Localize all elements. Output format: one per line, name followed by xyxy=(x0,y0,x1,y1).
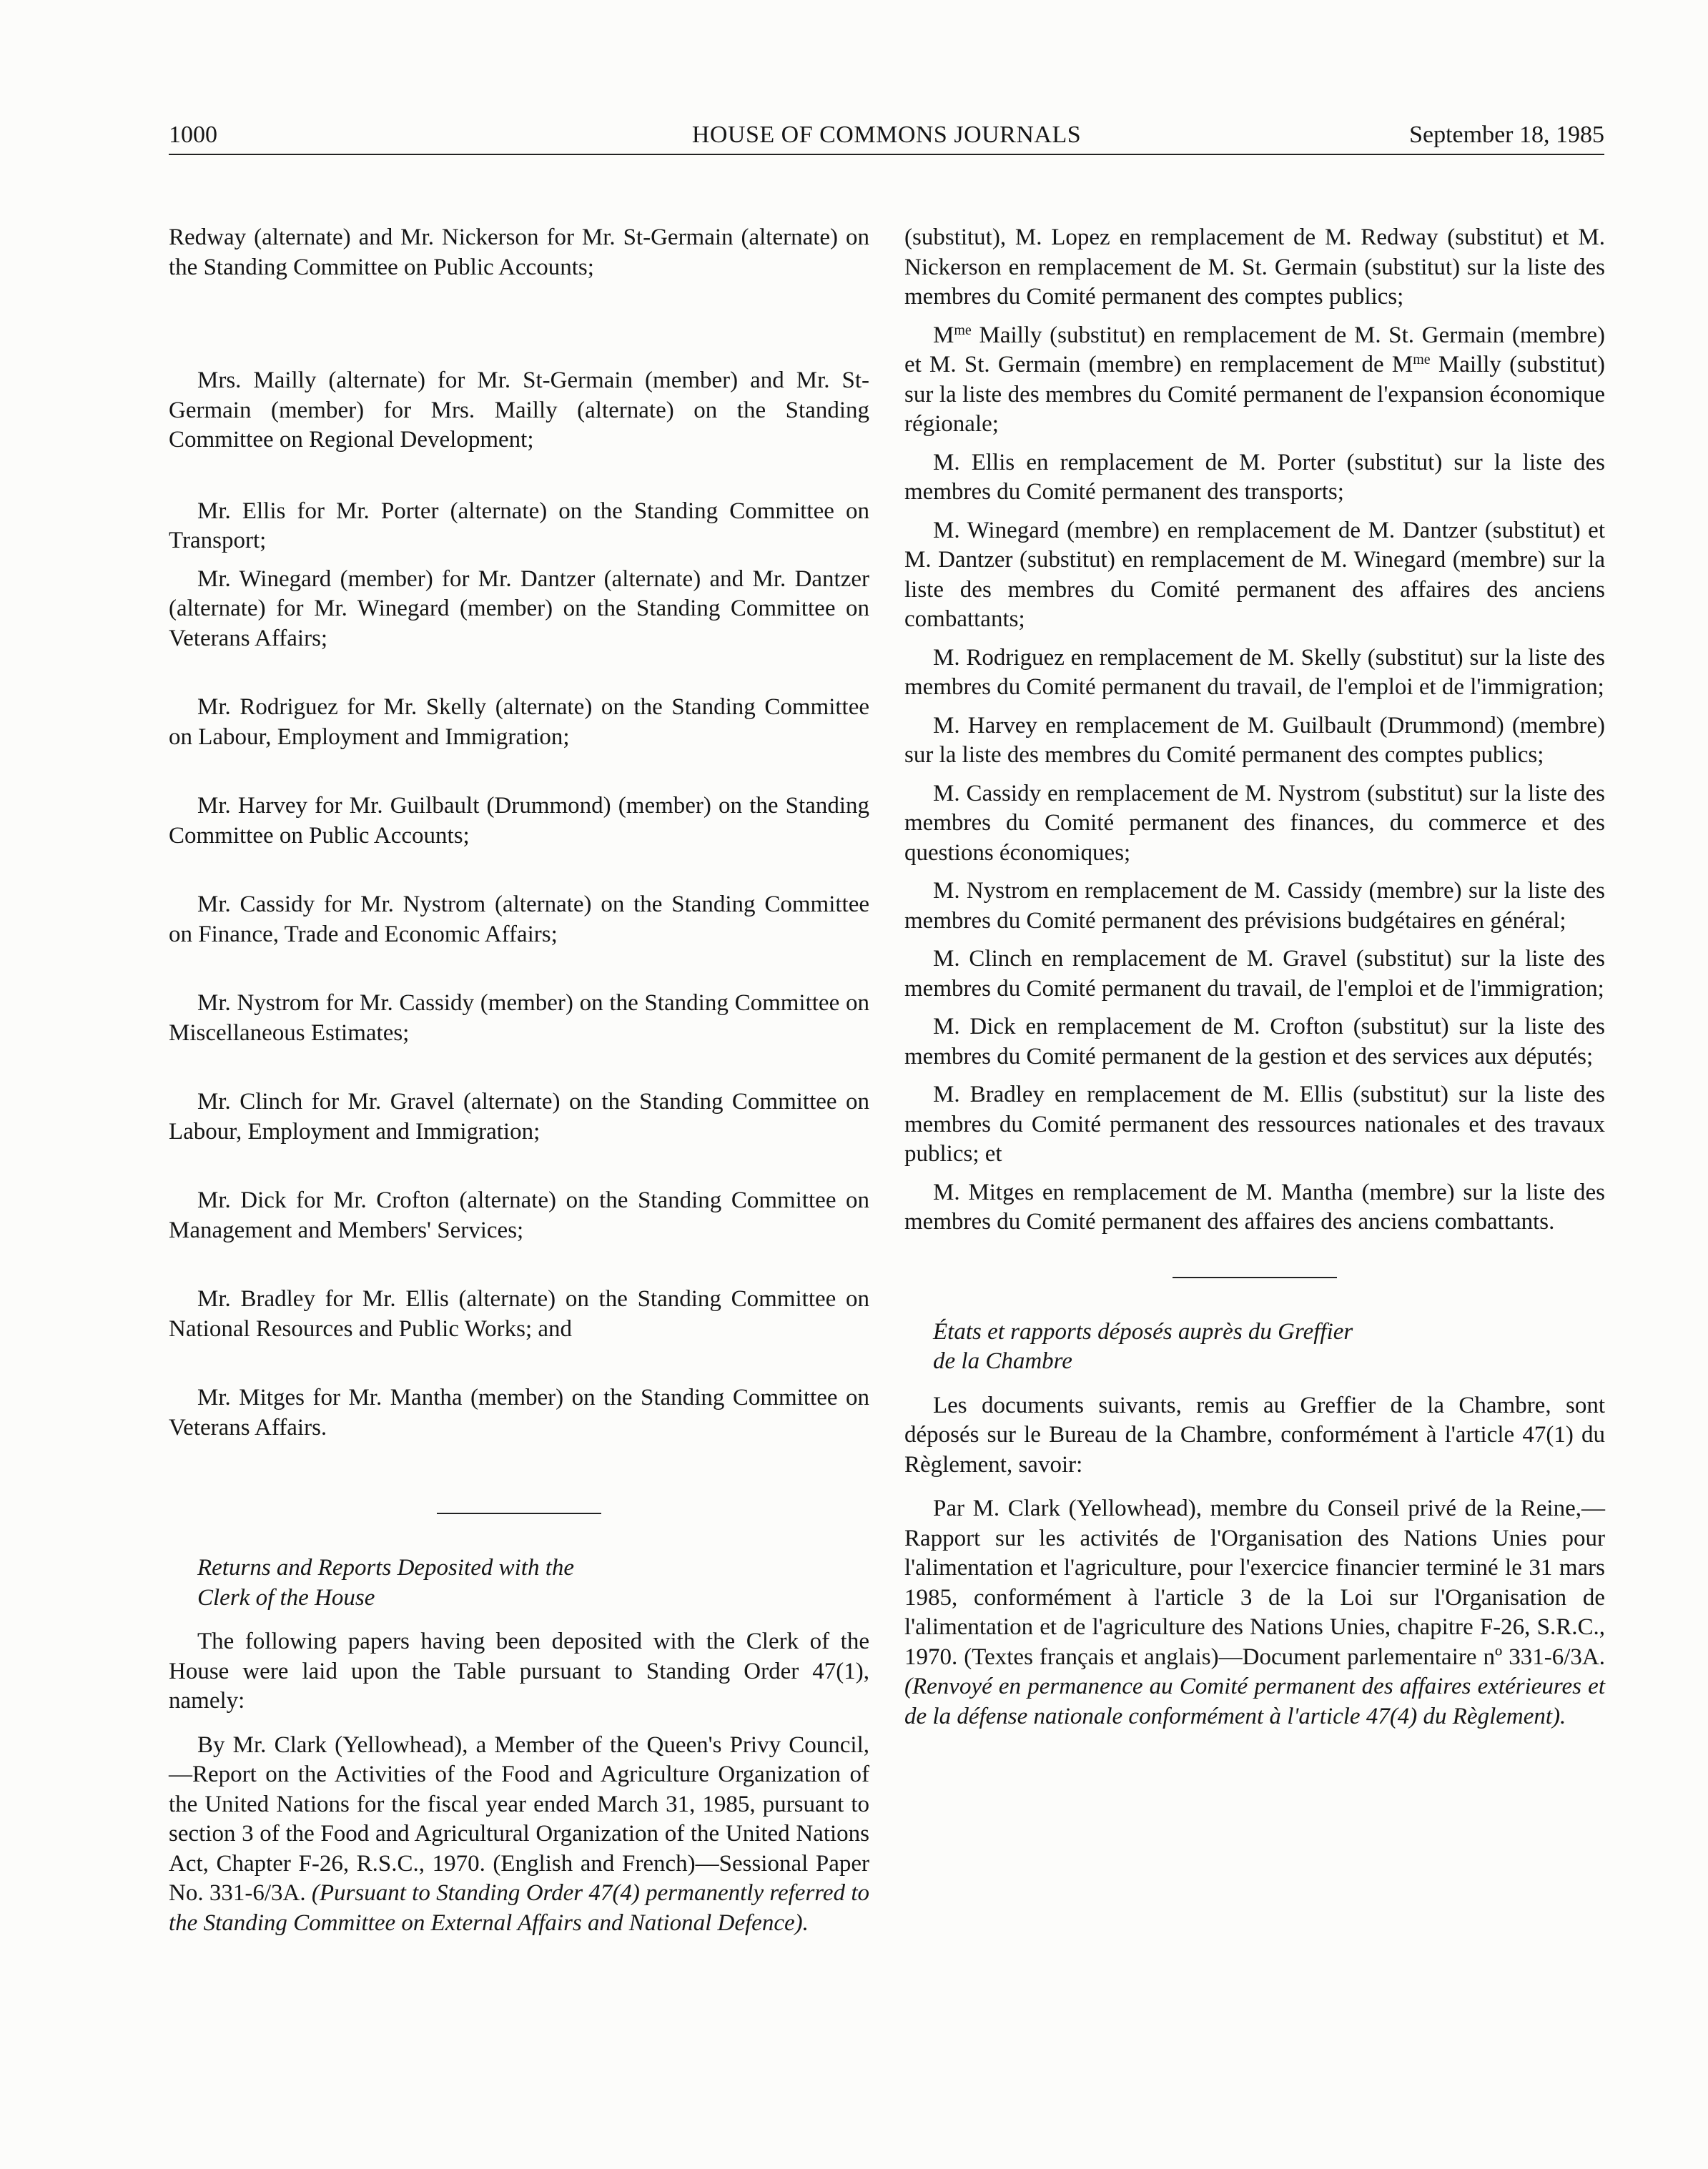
section-heading-line: Returns and Reports Deposited with the xyxy=(197,1555,575,1581)
en-paragraph: Mr. Winegard (member) for Mr. Dantzer (alternate) and Mr. Dantzer (alternate) for Mr. Winegard (member) on the Standing Committee on Veterans Affairs; xyxy=(169,565,869,651)
section-heading-line: Clerk of the House xyxy=(197,1584,375,1611)
fr-paragraph: M. Mitges en remplacement de M. Mantha (membre) sur la liste des membres du Comité permanent des affaires des anciens combattants. xyxy=(904,1179,1605,1235)
intro-paragraph: Les documents suivants, remis au Greffier de la Chambre, sont déposés sur le Bureau de la Chambre, conformément à l'article 47(1) du Règlement, savoir: xyxy=(904,1392,1605,1478)
intro-paragraph: The following papers having been deposited with the Clerk of the House were laid upon the Table pursuant to Standing Order 47(1), namely: xyxy=(169,1629,869,1714)
page-header xyxy=(169,122,1604,157)
en-paragraph: Mr. Bradley for Mr. Ellis (alternate) on the Standing Committee on National Resources and Public Works; and xyxy=(169,1286,869,1342)
journal-title: HOUSE OF COMMONS JOURNALS xyxy=(691,122,1082,148)
return-referral: (Renvoyé en permanence au Comité permanent des affaires extérieures et de la défense nationale conformément à l'article 47(4) du Règlement). xyxy=(904,1674,1605,1729)
fr-paragraph: M. Cassidy en remplacement de M. Nystrom (substitut) sur la liste des membres du Comité permanent des finances, du commerce et des questions économiques; xyxy=(904,780,1605,866)
en-paragraph: Redway (alternate) and Mr. Nickerson for Mr. St-Germain (alternate) on the Standing Committee on Public Accounts; xyxy=(169,224,869,280)
return-referral: (Pursuant to Standing Order 47(4) permanently referred to the Standing Committee on External Affairs and National Defence). xyxy=(169,1880,870,1936)
return-text: Par M. Clark (Yellowhead), membre du Conseil privé de la Reine,—Rapport sur les activités de l'Organisation des Nations Unies pour l'alimentation et l'agriculture, pour l'exercice financier terminé le 31 mars 1985, conformément à l'article 3 de la Loi sur l'Organisation de l'alimentation et de l'agriculture des Nations Unies, chapitre F-26, S.R.C., 1970. (Textes français et anglais)—Document parlementaire nº 331-6/3A. xyxy=(904,1496,1605,1670)
return-paragraph xyxy=(169,1731,869,1939)
fr-paragraph: (substitut), M. Lopez en remplacement de M. Redway (substitut) et M. Nickerson en remplacement de M. St. Germain (substitut) sur la liste des membres du Comité permanent des comptes publics; xyxy=(904,224,1605,310)
fr-paragraph: M. Rodriguez en remplacement de M. Skelly (substitut) sur la liste des membres du Comité permanent du travail, de l'emploi et de l'immigration; xyxy=(904,644,1605,700)
fr-paragraph: M. Ellis en remplacement de M. Porter (substitut) sur la liste des membres du Comité permanent des transports; xyxy=(904,449,1605,505)
section-heading-line: États et rapports déposés auprès du Greffier xyxy=(933,1318,1353,1345)
header-rule xyxy=(169,154,1604,155)
en-paragraph: Mr. Harvey for Mr. Guilbault (Drummond) (member) on the Standing Committee on Public Accounts; xyxy=(169,793,869,849)
superscript-me: me xyxy=(1413,352,1431,367)
superscript-me: me xyxy=(954,322,972,338)
page-number: 1000 xyxy=(169,122,217,148)
journal-date: September 18, 1985 xyxy=(1409,122,1604,148)
section-heading-line: de la Chambre xyxy=(933,1348,1072,1374)
en-paragraph: Mr. Cassidy for Mr. Nystrom (alternate) on the Standing Committee on Finance, Trade and Economic Affairs; xyxy=(169,891,869,947)
fr-paragraph: M. Harvey en remplacement de M. Guilbault (Drummond) (membre) sur la liste des membres du Comité permanent des comptes publics; xyxy=(904,712,1605,768)
en-paragraph: Mrs. Mailly (alternate) for Mr. St-Germain (member) and Mr. St-Germain (member) for Mrs. Mailly (alternate) on the Standing Committee on Regional Development; xyxy=(169,367,869,453)
fr-paragraph: M. Dick en remplacement de M. Crofton (substitut) sur la liste des membres du Comité permanent de la gestion et des services aux députés; xyxy=(904,1014,1605,1069)
fr-paragraph: M. Clinch en remplacement de M. Gravel (substitut) sur la liste des membres du Comité permanent du travail, de l'emploi et de l'immigration; xyxy=(904,946,1605,1002)
en-paragraph: Mr. Ellis for Mr. Porter (alternate) on the Standing Committee on Transport; xyxy=(169,498,869,553)
english-column xyxy=(169,223,869,1938)
return-text: By Mr. Clark (Yellowhead), a Member of the Queen's Privy Council,—Report on the Activities of the Food and Agriculture Organization of the United Nations for the fiscal year ended March 31, 1985, pursuant to section 3 of the Food and Agricultural Organization of the United Nations Act, Chapter F-26, R.S.C., 1970. (English and French)—Sessional Paper No. 331-6/3A. xyxy=(169,1731,869,1906)
en-paragraph: Mr. Rodriguez for Mr. Skelly (alternate) on the Standing Committee on Labour, Employment and Immigration; xyxy=(169,694,869,750)
return-paragraph xyxy=(904,1494,1605,1731)
french-column xyxy=(904,223,1605,1731)
en-paragraph: Mr. Nystrom for Mr. Cassidy (member) on the Standing Committee on Miscellaneous Estimates; xyxy=(169,990,869,1046)
fr-paragraph: M. Winegard (membre) en remplacement de M. Dantzer (substitut) et M. Dantzer (substitut) en remplacement de M. Winegard (membre) sur la liste des membres du Comité permanent des affaires des anciens combattants; xyxy=(904,517,1605,632)
en-paragraph: Mr. Clinch for Mr. Gravel (alternate) on the Standing Committee on Labour, Employment and Immigration; xyxy=(169,1089,869,1145)
en-paragraph: Mr. Dick for Mr. Crofton (alternate) on the Standing Committee on Management and Members' Services; xyxy=(169,1187,869,1243)
fr-paragraph: M. Nystrom en remplacement de M. Cassidy (membre) sur la liste des membres du Comité permanent des prévisions budgétaires en général; xyxy=(904,878,1605,934)
fr-paragraph: M. Bradley en remplacement de M. Ellis (substitut) sur la liste des membres du Comité permanent des ressources nationales et des travaux publics; et xyxy=(904,1082,1605,1167)
en-paragraph: Mr. Mitges for Mr. Mantha (member) on the Standing Committee on Veterans Affairs. xyxy=(169,1385,869,1441)
fr-paragraph: $M^{me}$ Mailly (substitut) en remplacement de M. St. Germain (membre) et M. St. Germain (membre) en remplacement de $M^{me}$ Mailly (substitut) sur la liste des membres du Comité permanent de l'expansion économique régionale; xyxy=(904,322,1605,437)
